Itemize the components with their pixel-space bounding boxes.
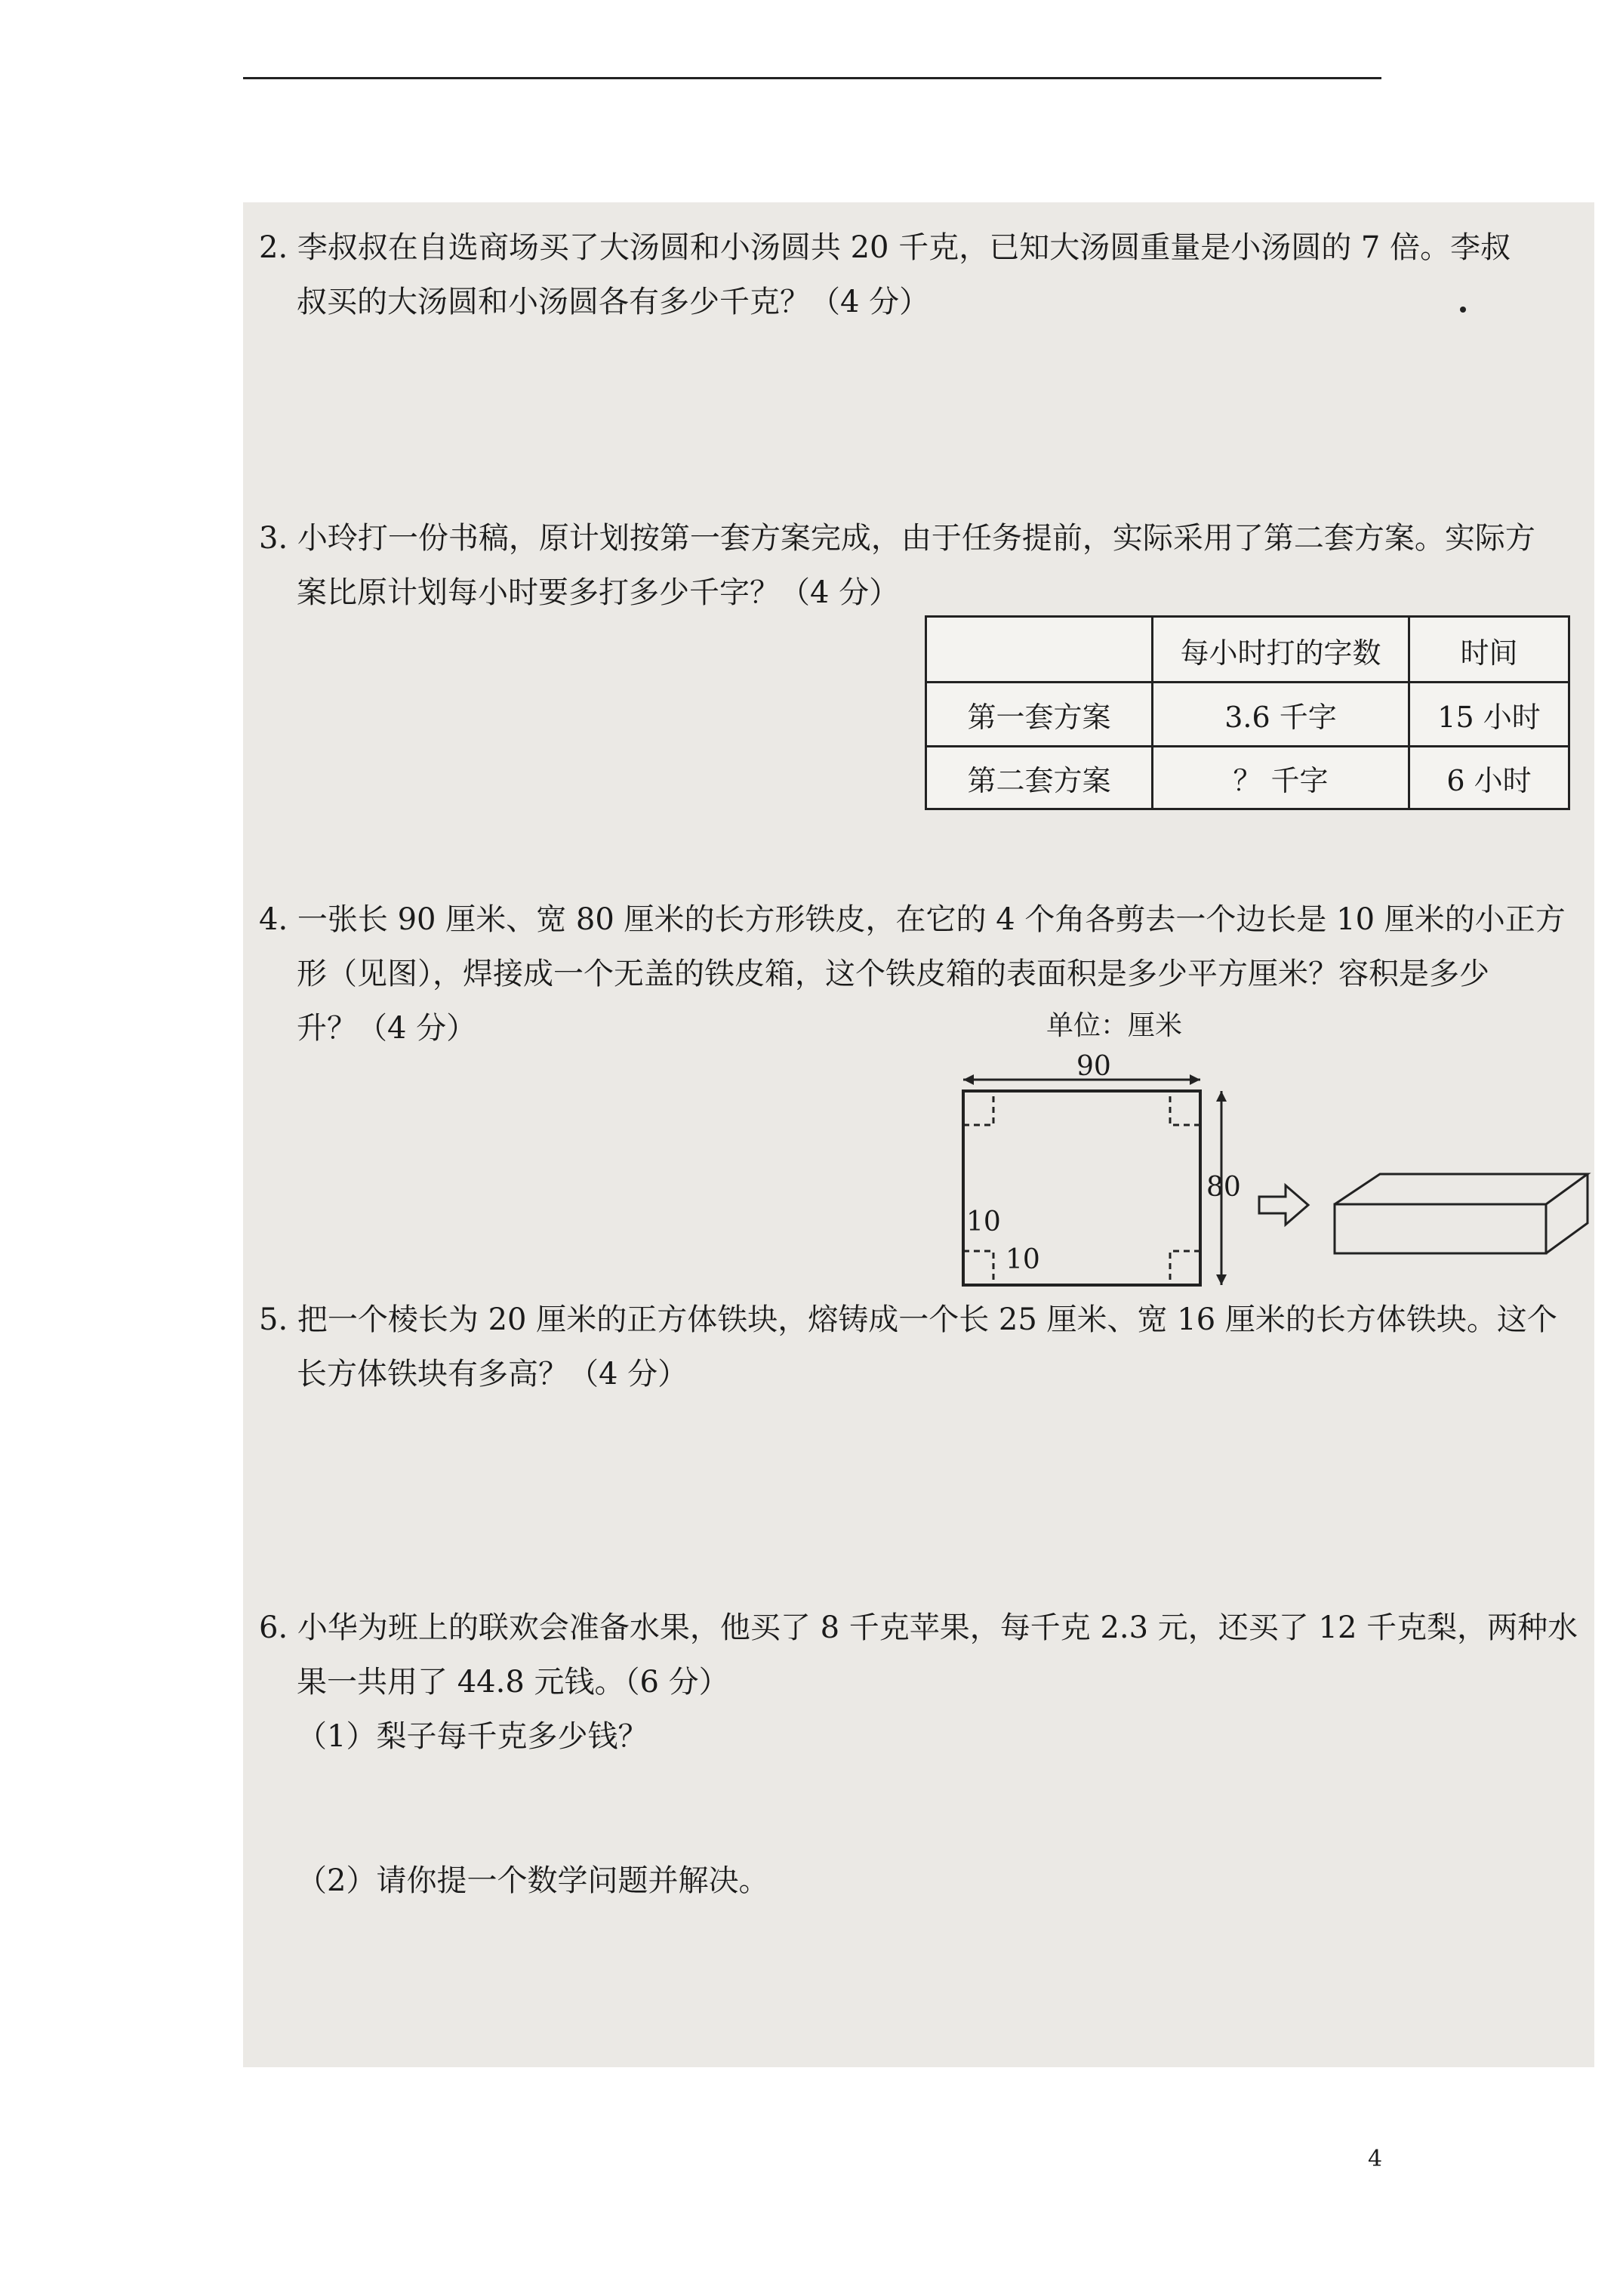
page-number: 4: [1368, 2146, 1383, 2172]
table-cell: 时间: [1460, 636, 1518, 670]
sub-question: （2）请你提一个数学问题并解决。: [297, 1863, 769, 1898]
table-cell: 3.6 千字: [1153, 683, 1410, 746]
question-5: [259, 1293, 1557, 1401]
table-cell: 6 小时: [1446, 763, 1532, 797]
question-line: 2. 李叔叔在自选商场买了大汤圆和小汤圆共 20 千克，已知大汤圆重量是小汤圆的 7 倍。李叔: [259, 230, 1511, 265]
corner-label: 10: [1006, 1244, 1040, 1275]
question-line: 5. 把一个棱长为 20 厘米的正方体铁块，熔铸成一个长 25 厘米、宽 16 厘米的长方体铁块。这个: [259, 1302, 1557, 1337]
question-3: [259, 511, 1535, 620]
width-label: 80: [1206, 1172, 1241, 1203]
length-label: 90: [1076, 1051, 1111, 1082]
table-row: [927, 747, 1568, 808]
table-cell: ？ 千字: [1153, 747, 1410, 808]
plan-table: [925, 615, 1570, 810]
table-cell: 第一套方案: [927, 683, 1153, 746]
question-line: 3. 小玲打一份书稿，原计划按第一套方案完成，由于任务提前，实际采用了第二套方案。实际方: [259, 521, 1535, 556]
top-rule: [243, 77, 1381, 79]
sub-question: （1）梨子每千克多少钱？: [297, 1719, 648, 1754]
question-line: 案比原计划每小时要多打多少千字？（4 分）: [297, 575, 900, 610]
table-cell: [927, 618, 1153, 683]
table-row: [927, 618, 1568, 683]
table-cell: 第二套方案: [927, 747, 1153, 808]
question-line: 4. 一张长 90 厘米、宽 80 厘米的长方形铁皮，在它的 4 个角各剪去一个边长是 10 厘米的小正方: [259, 902, 1566, 937]
table-cell: 每小时打的字数: [1153, 618, 1410, 683]
figure-drawing: [957, 1004, 1591, 1306]
table-row: [927, 683, 1568, 746]
table-cell: 15 小时: [1437, 700, 1541, 734]
unit-label: 单位：厘米: [1046, 1010, 1183, 1041]
iron-sheet-figure: [957, 1004, 1591, 1306]
question-line: 叔买的大汤圆和小汤圆各有多少千克？（4 分）: [297, 285, 930, 319]
question-line: 形（见图），焊接成一个无盖的铁皮箱，这个铁皮箱的表面积是多少平方厘米？容积是多少: [297, 957, 1489, 991]
corner-label: 10: [966, 1207, 1001, 1237]
question-line: 6. 小华为班上的联欢会准备水果，他买了 8 千克苹果，每千克 2.3 元，还买了 12 千克梨，两种水: [259, 1610, 1578, 1645]
question-line: 升？（4 分）: [297, 1011, 477, 1046]
question-2: [259, 220, 1511, 329]
question-line: 长方体铁块有多高？（4 分）: [297, 1357, 688, 1391]
question-6-part-2: [297, 1854, 768, 1908]
question-line: 果一共用了 44.8 元钱。（6 分）: [297, 1665, 729, 1700]
question-6: [259, 1601, 1578, 1764]
